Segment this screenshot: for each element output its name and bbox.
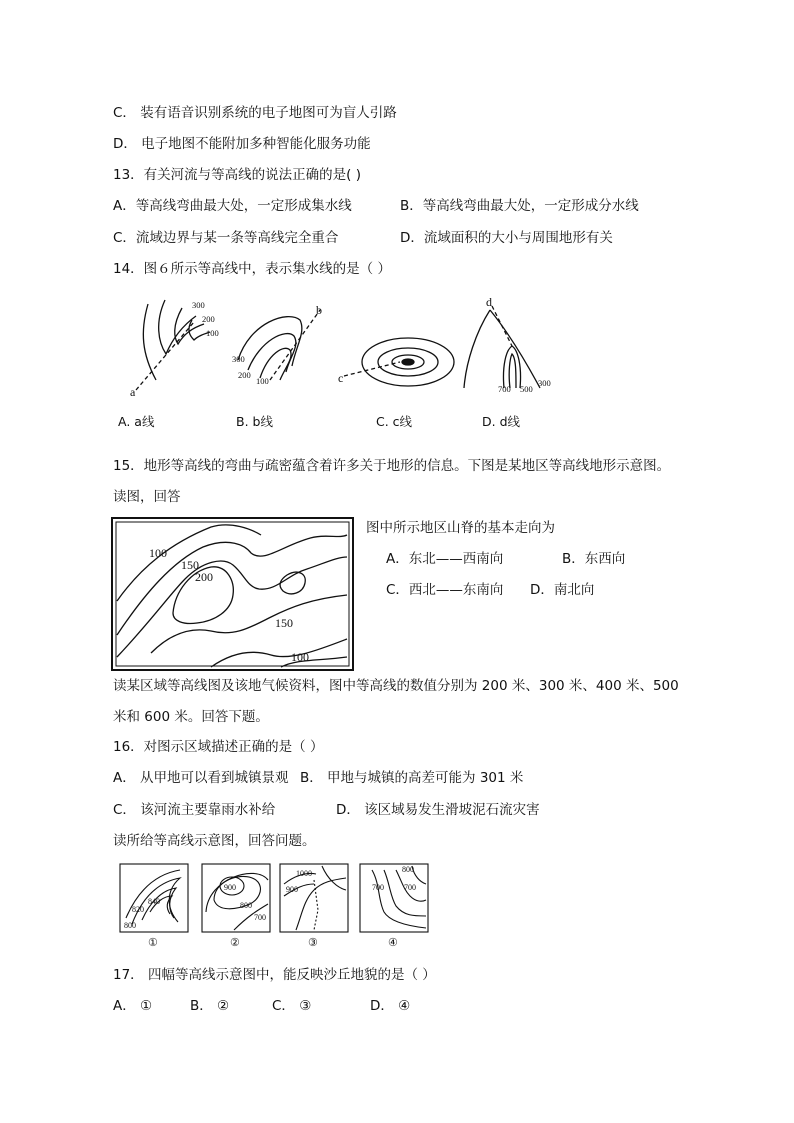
q14-figure	[120, 292, 570, 402]
q15-map-label-100-bottom: 100	[291, 650, 309, 664]
q17-map-1-label-820: 820	[132, 905, 144, 914]
q14-option-b: B. b线	[236, 414, 273, 429]
q17-option-b: B． ②	[190, 998, 230, 1014]
q14-b-label-300: 300	[232, 354, 245, 364]
q17-maps	[118, 860, 432, 948]
q13-option-c: C．流域边界与某一条等高线完全重合	[113, 230, 339, 246]
q14-b-label-200: 200	[238, 370, 251, 380]
q17-map-1-number: ①	[148, 937, 158, 948]
q17-map-3-label-1000: 1000	[296, 869, 312, 878]
q15-stem-line1: 15．地形等高线的弯曲与疏密蕴含着许多关于地形的信息。下图是某地区等高线地形示意图。	[113, 458, 671, 474]
q13-option-a: A．等高线弯曲最大处，一定形成集水线	[113, 198, 352, 214]
q17-map-4-label-700-right: 700	[404, 883, 416, 892]
q14-c-letter: c	[338, 371, 344, 385]
q14-a-label-100: 100	[206, 328, 219, 338]
q14-b-label-100: 100	[256, 376, 269, 386]
q14-b-dashed-line	[270, 310, 320, 380]
q15-map-label-200: 200	[195, 570, 213, 584]
q14-option-c: C. c线	[376, 414, 413, 429]
q17-map-4-frame	[360, 864, 428, 932]
q13-option-b: B．等高线弯曲最大处，一定形成分水线	[400, 198, 639, 214]
q15-option-d: D．南北向	[530, 582, 595, 598]
q16-intro-line1: 读某区域等高线图及该地气候资料，图中等高线的数值分别为 200 米、300 米、400 米、500	[113, 678, 679, 694]
q16-option-b: B． 甲地与城镇的高差可能为 301 米	[300, 770, 524, 786]
q16-option-d: D． 该区域易发生滑坡泥石流灾害	[336, 802, 540, 818]
q15-question: 图中所示地区山脊的基本走向为	[366, 520, 555, 536]
q17-map-2-label-900: 900	[224, 883, 236, 892]
q13-stem: 13．有关河流与等高线的说法正确的是( )	[113, 167, 362, 183]
q15-option-c: C．西北——东南向	[386, 582, 504, 598]
q17-stem: 17． 四幅等高线示意图中，能反映沙丘地貌的是（ ）	[113, 967, 436, 983]
q14-a-letter: a	[130, 385, 136, 399]
q17-option-d: D． ④	[370, 998, 411, 1014]
q17-map-4-number: ④	[388, 937, 398, 948]
q17-map-4-label-700-left: 700	[372, 883, 384, 892]
q14-d-label-700: 700	[498, 384, 511, 394]
q16-option-a: A． 从甲地可以看到城镇景观	[113, 770, 289, 786]
q17-map-2-number: ②	[230, 937, 240, 948]
q15-map-label-100-top: 100	[149, 546, 167, 560]
q17-map-1-label-800: 800	[124, 921, 136, 930]
q14-d-label-300: 300	[538, 378, 551, 388]
q14-a-dashed-line	[136, 322, 194, 390]
q17-intro: 读所给等高线示意图，回答问题。	[113, 833, 316, 849]
q15-contour-map	[111, 517, 354, 671]
q17-map-3-label-900: 900	[286, 885, 298, 894]
q17-map-2-label-700: 700	[254, 913, 266, 922]
q14-d-letter: d	[486, 295, 492, 309]
q14-stem: 14．图６所示等高线中，表示集水线的是（ ）	[113, 261, 391, 277]
q16-option-c: C． 该河流主要靠雨水补给	[113, 802, 276, 818]
q17-option-a: A． ①	[113, 998, 153, 1014]
q12-option-d: D． 电子地图不能附加多种智能化服务功能	[113, 136, 371, 152]
q14-d-dashed-line	[492, 306, 512, 346]
q17-option-c: C． ③	[272, 998, 312, 1014]
q15-map-label-150-bottom: 150	[275, 616, 293, 630]
q14-d-label-500: 500	[520, 384, 533, 394]
q14-option-d: D. d线	[482, 414, 521, 429]
q14-a-label-300: 300	[192, 300, 205, 310]
q15-stem-line2: 读图，回答	[113, 489, 181, 505]
q16-intro-line2: 米和 600 米。回答下题。	[113, 709, 269, 725]
q16-stem: 16．对图示区域描述正确的是（ ）	[113, 739, 324, 755]
q13-option-d: D．流域面积的大小与周围地形有关	[400, 230, 613, 246]
q14-a-label-200: 200	[202, 314, 215, 324]
q17-map-2-label-800: 800	[240, 901, 252, 910]
q14-b-letter: b	[316, 303, 322, 317]
q17-map-4-label-800: 800	[402, 865, 414, 874]
q15-option-b: B．东西向	[562, 551, 626, 567]
q17-map-3-number: ③	[308, 937, 318, 948]
q15-map-label-150-top: 150	[181, 558, 199, 572]
q12-option-c: C． 装有语音识别系统的电子地图可为盲人引路	[113, 105, 397, 121]
q17-map-1-label-840: 840	[148, 897, 160, 906]
q14-option-a: A. a线	[118, 414, 155, 429]
q15-option-a: A．东北——西南向	[386, 551, 504, 567]
